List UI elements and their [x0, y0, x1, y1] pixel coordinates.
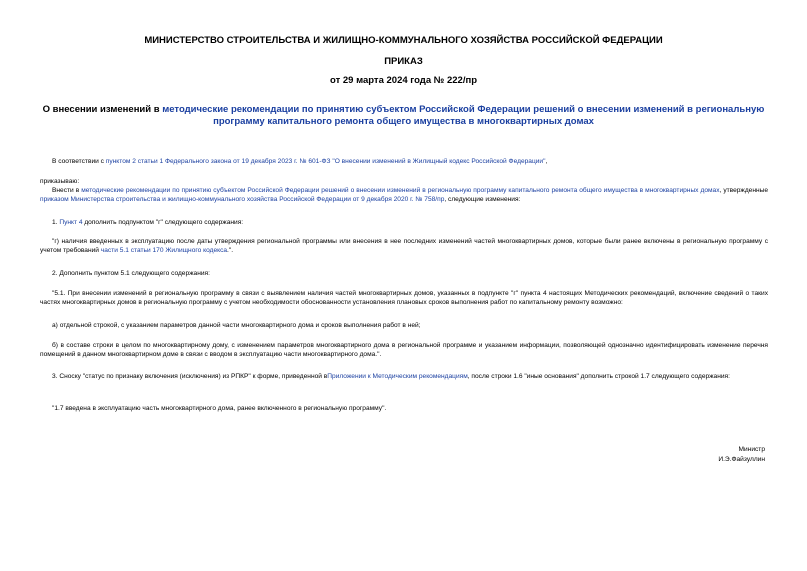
p5-text-b: .".: [227, 247, 234, 255]
law-link[interactable]: пунктом 2 статьи 1 Федерального закона от 19 декабря 2023 г. № 601-ФЗ "О внесении изменений в Жилищный кодекс Российской Федерации": [105, 158, 546, 165]
p3-text-a: Внести в: [52, 187, 82, 194]
appendix-link[interactable]: Приложении к Методическим рекомендациям: [327, 373, 468, 380]
p5-text-a: "г) наличия введенных в эксплуатацию после даты утверждения региональной программы или внесения в нее последних изменений частей многоквартирных домов, которые были ранее включены в региональную программу с учетом требований: [40, 238, 768, 255]
p10-text-a: 3. Сноску "статус по признаку включения (исключения) из РПКР" к форме, приведенной в: [52, 373, 328, 380]
title-prefix: О внесении изменений в: [42, 104, 163, 115]
p4-text-b: дополнить подпунктом "г" следующего содержания:: [82, 219, 244, 226]
paragraph-b: б) в составе строки в целом по многоквартирному дому, с изменением параметров многоквартирного дома в региональной программе и указанием информации, позволяющей однозначно идентифицировать изменение перечня помещений в данном многоквартирном доме в связи с вводом в эксплуатацию части многоквартирного дома.".: [40, 342, 768, 359]
paragraph-item-1: [40, 218, 768, 227]
date-number-heading: от 29 марта 2024 года № 222/пр: [330, 75, 477, 86]
point4-link[interactable]: Пункт 4: [59, 219, 83, 226]
paragraph-5-1: "5.1. При внесении изменений в региональную программу в связи с выявлением наличия частей многоквартирных домов, указанных в подпункте "г" пункта 4 настоящих Методических рекомендаций, включение сведений о таких частях многоквартирных домов в региональную программу с учетом необходимости обоснованности установления плановых сроков выполнения работ по капитальному ремонту возможно:: [40, 290, 768, 307]
paragraph-1-7: "1.7 введена в эксплуатацию часть многоквартирного дома, ранее включенного в региональную программу".: [52, 405, 387, 412]
paragraph-subitem-g: [40, 237, 768, 255]
p3-text-c: , следующие изменения:: [444, 196, 521, 204]
p1-text: В соответствии с: [52, 158, 106, 165]
paragraph-order: приказываю:: [40, 178, 80, 185]
signature-position: Министр: [738, 446, 765, 453]
p3-text-b: , утвержденные: [719, 187, 769, 194]
p1-end: ,: [545, 158, 548, 165]
paragraph-item-3: [40, 372, 768, 381]
order-link[interactable]: приказом Министерства строительства и жилищно-коммунального хозяйства Российской Федерации от 9 декабря 2020 г. № 758/пр: [40, 196, 445, 204]
housing-code-link[interactable]: части 5.1 статьи 170 Жилищного кодекса: [100, 247, 228, 255]
p4-text-a: 1.: [52, 219, 60, 226]
document-title: [30, 104, 777, 128]
recommendations-link[interactable]: методические рекомендации по принятию субъектом Российской Федерации решений о внесении изменений в региональную программу капитального ремонта общего имущества в многоквартирных домах: [81, 187, 720, 194]
paragraph-a: а) отдельной строкой, с указанием параметров данной части многоквартирного дома и сроков выполнения работ в ней;: [52, 322, 421, 329]
paragraph-basis: [40, 157, 768, 166]
paragraph-amend: [40, 186, 768, 204]
p10-text-b: , после строки 1.6 "иные основания" дополнить строкой 1.7 следующего содержания:: [467, 373, 730, 380]
paragraph-item-2: 2. Дополнить пунктом 5.1 следующего содержания:: [52, 270, 210, 277]
title-link[interactable]: методические рекомендации по принятию субъектом Российской Федерации решений о внесении изменений в региональную программу капитального ремонта общего имущества в многоквартирных домах: [162, 104, 765, 127]
ministry-heading: МИНИСТЕРСТВО СТРОИТЕЛЬСТВА И ЖИЛИЩНО-КОММУНАЛЬНОГО ХОЗЯЙСТВА РОССИЙСКОЙ ФЕДЕРАЦИИ: [144, 35, 663, 46]
doc-type-heading: ПРИКАЗ: [384, 56, 423, 67]
signature-name: И.Э.Файзуллин: [718, 456, 765, 463]
